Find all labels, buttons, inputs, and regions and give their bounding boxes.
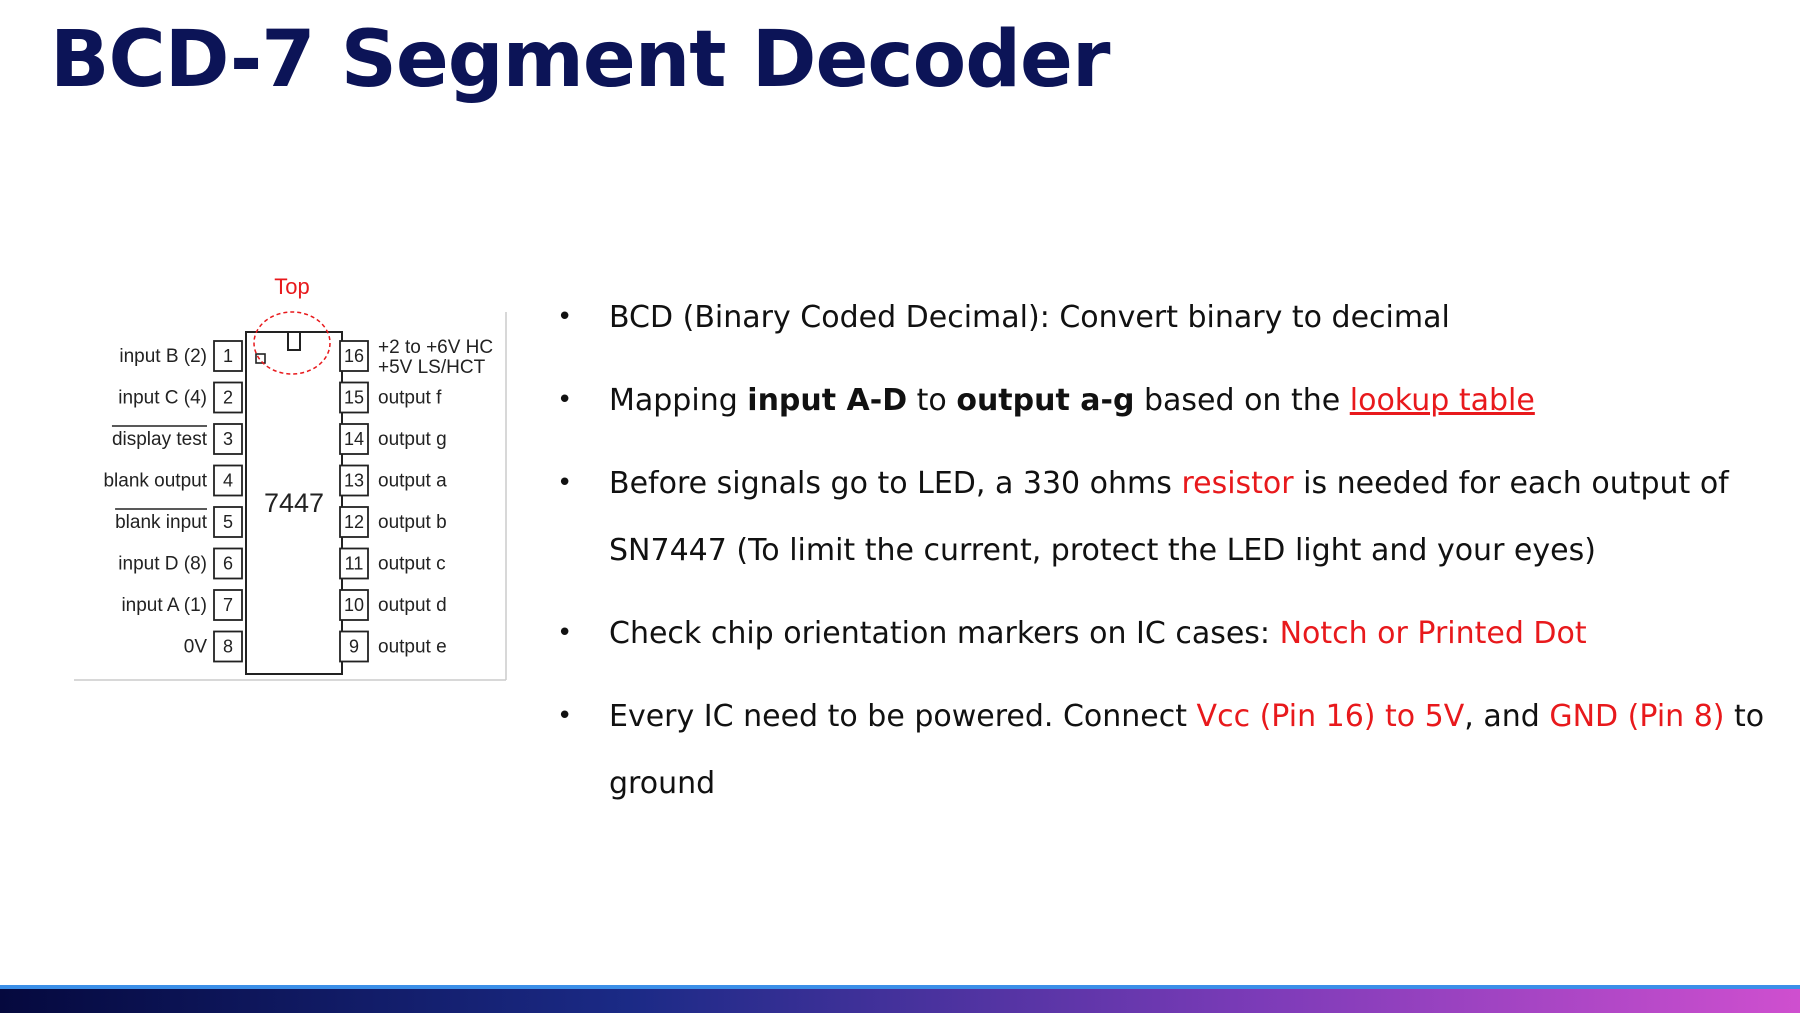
pin-label: output g (378, 429, 447, 450)
chip-name: 7447 (263, 488, 325, 518)
bullet-text: is needed for each output of SN7447 (To limit the current, protect the LED light and your eyes) (609, 466, 1729, 568)
pin-number: 10 (343, 595, 365, 615)
pin-label: blank input (115, 512, 207, 533)
pin-number: 14 (343, 429, 365, 449)
pin-number: 4 (222, 470, 234, 491)
pin-number: 6 (222, 553, 234, 574)
highlight-gnd: GND (Pin 8) (1549, 699, 1725, 734)
pin-label: output b (378, 512, 447, 533)
pin-label: output a (378, 470, 447, 492)
highlight-resistor: resistor (1181, 466, 1294, 501)
ic-7447-pinout-diagram (74, 272, 510, 684)
bullet-text: Mapping (609, 383, 748, 418)
lookup-table-link[interactable]: lookup table (1349, 383, 1535, 418)
pinout-svg (74, 272, 510, 684)
bullet-resistor (557, 450, 1767, 584)
bullet-orientation (557, 600, 1767, 667)
bullet-bcd-definition (557, 284, 1767, 351)
pin-number: 15 (343, 387, 365, 408)
bold-output-range: output a-g (956, 383, 1135, 418)
bullet-list (557, 284, 1767, 833)
pin-label: input D (8) (118, 553, 207, 575)
pin-number: 16 (343, 346, 365, 366)
bullet-power (557, 683, 1767, 817)
highlight-notch-dot: Notch or Printed Dot (1279, 616, 1587, 651)
pin-label-secondary: +5V LS/HCT (378, 357, 486, 378)
bullet-text: , and (1464, 699, 1550, 734)
pin-number: 3 (222, 429, 234, 449)
bullet-text: to (907, 383, 957, 418)
bullet-text: to ground (609, 699, 1765, 801)
bullet-mapping (557, 367, 1767, 434)
highlight-vcc: Vcc (Pin 16) to 5V (1196, 699, 1465, 734)
pin-label: 0V (183, 636, 207, 658)
pin-label: blank output (103, 470, 207, 492)
pin-number: 12 (343, 512, 365, 532)
top-label: Top (274, 274, 310, 299)
pin-label: output c (378, 553, 446, 575)
bullet-text: Before signals go to LED, a 330 ohms (609, 466, 1182, 501)
pin-number: 9 (348, 636, 360, 657)
pin-number: 8 (222, 636, 234, 657)
pin-number: 1 (222, 346, 234, 366)
chip-notch (288, 332, 300, 350)
pin-number: 5 (222, 512, 234, 532)
pin-label: input B (2) (119, 346, 207, 367)
bold-input-range: input A-D (747, 383, 908, 418)
pin-number: 13 (343, 470, 365, 491)
pin-label: output f (378, 387, 442, 409)
pin-label: output d (378, 595, 447, 616)
pin-label: +2 to +6V HC (378, 337, 494, 358)
bullet-text: Check chip orientation markers on IC cases: (609, 616, 1280, 651)
pin-label: input A (1) (121, 595, 207, 616)
bullet-text: Every IC need to be powered. Connect (609, 699, 1197, 734)
pin-number: 11 (344, 553, 364, 574)
pin-label: output e (378, 636, 447, 658)
bullet-text: based on the (1134, 383, 1350, 418)
pin-number: 7 (222, 595, 234, 615)
pin-label: display test (111, 429, 207, 450)
pin-label: input C (4) (118, 387, 207, 409)
slide-title: BCD-7 Segment Decoder (50, 15, 1110, 105)
footer-gradient-bar (0, 985, 1800, 1013)
pin-number: 2 (222, 387, 234, 408)
bullet-text: BCD (Binary Coded Decimal): Convert binary to decimal (609, 300, 1450, 335)
